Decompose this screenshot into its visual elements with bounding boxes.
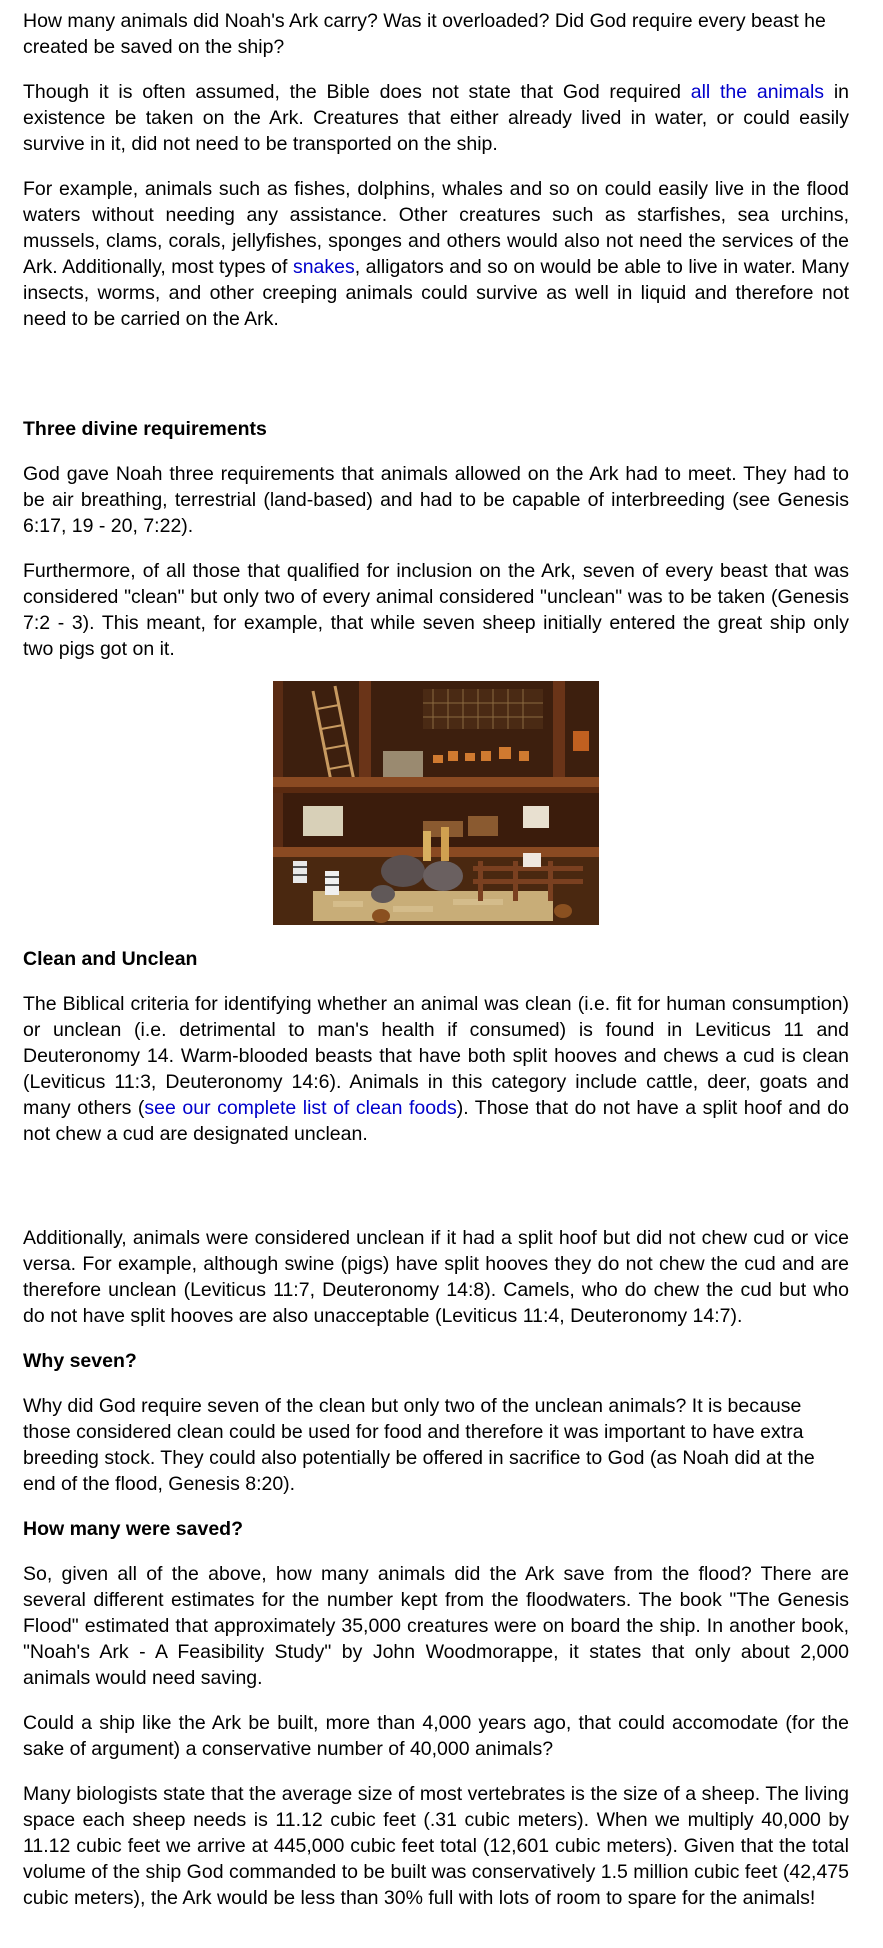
spacer [23, 1166, 849, 1225]
paragraph-split-hoof: Additionally, animals were considered unclean if it had a split hoof but did not chew cud or vice versa. For example, although swine (pigs) have split hooves they do not chew the cud and are therefore unclean (Leviticus 11:7, Deuteronomy 14:8). Camels, who do chew the cud but who do not have split hooves are also unacceptable (Leviticus 11:4, Deuteronomy 14:7). [23, 1227, 849, 1327]
heading-how-many-saved: How many were saved? [23, 1518, 244, 1540]
paragraph-text: , alligators and so on would be able to live in water. Many insects, worms, and other creeping animals could survive as well in liquid and therefore not need to be carried on the Ark. [23, 256, 849, 330]
paragraph-text: The Biblical criteria for identifying whether an animal was clean (i.e. fit for human consumption) or unclean (i.e. detrimental to man's health if consumed) is found in Leviticus 11 and Deuteronomy 14. Warm-blooded beasts that have both split hooves and chews a cud is clean (Leviticus 11:3, Deuteronomy 14:6). Animals in this category include cattle, deer, goats and many others ( [23, 993, 849, 1119]
clean-foods-list-link[interactable]: see our complete list of clean foods [144, 1097, 457, 1119]
ark-model-photo [273, 681, 599, 925]
all-the-animals-link[interactable]: all the animals [690, 81, 825, 103]
heading-three-divine-requirements: Three divine requirements [23, 418, 267, 440]
figure-container [23, 681, 849, 925]
heading-clean-and-unclean: Clean and Unclean [23, 948, 198, 970]
intro-paragraph: How many animals did Noah's Ark carry? Was it overloaded? Did God require every beast he created be saved on the ship? [23, 10, 826, 58]
paragraph-not-all-animals [23, 79, 849, 157]
paragraph-text: ). Those that do not have a split hoof and do not chew a cud are designated unclean. [23, 1097, 849, 1145]
ark-model-illustration [273, 681, 599, 925]
paragraph-seven-and-two: Furthermore, of all those that qualified for inclusion on the Ark, seven of every beast that was considered "clean" but only two of every animal considered "unclean" was to be taken (Genesis 7:2 - 3). This meant, for example, that while seven sheep initially entered the great ship only two pigs got on it. [23, 560, 849, 660]
paragraph-water-animals [23, 176, 849, 332]
paragraph-text: For example, animals such as fishes, dolphins, whales and so on could easily live in the flood waters without needing any assistance. Other creatures such as starfishes, sea urchins, mussels, clams, corals, jellyfishes, sponges and others would also not need the services of the Ark. Additionally, most types of [23, 178, 849, 278]
paragraph-could-a-ship: Could a ship like the Ark be built, more than 4,000 years ago, that could accomodate (for the sake of argument) a conservative number of 40,000 animals? [23, 1712, 849, 1760]
paragraph-why-seven: Why did God require seven of the clean but only two of the unclean animals? It is because those considered clean could be used for food and therefore it was important to have extra breeding stock. They could also potentially be offered in sacrifice to God (as Noah did at the end of the flood, Genesis 8:20). [23, 1395, 815, 1495]
spacer [23, 351, 849, 416]
paragraph-biblical-criteria [23, 991, 849, 1147]
article [23, 0, 849, 1911]
paragraph-requirements: God gave Noah three requirements that animals allowed on the Ark had to meet. They had to be air breathing, terrestrial (land-based) and had to be capable of interbreeding (see Genesis 6:17, 19 - 20, 7:22). [23, 463, 849, 537]
paragraph-text: Though it is often assumed, the Bible does not state that God required [23, 81, 691, 103]
paragraph-estimates: So, given all of the above, how many animals did the Ark save from the flood? There are several different estimates for the number kept from the floodwaters. The book "The Genesis Flood" estimated that approximately 35,000 creatures were on board the ship. In another book, "Noah's Ark - A Feasibility Study" by John Woodmorappe, it states that only about 2,000 animals would need saving. [23, 1563, 849, 1689]
heading-why-seven: Why seven? [23, 1350, 137, 1372]
paragraph-sheep-size: Many biologists state that the average size of most vertebrates is the size of a sheep. The living space each sheep needs is 11.12 cubic feet (.31 cubic meters). When we multiply 40,000 by 11.12 cubic feet we arrive at 445,000 cubic feet total (12,601 cubic meters). Given that the total volume of the ship God commanded to be built was conservatively 1.5 million cubic feet (42,475 cubic meters), the Ark would be less than 30% full with lots of room to spare for the animals! [23, 1783, 849, 1909]
snakes-link[interactable]: snakes [292, 256, 355, 278]
paragraph-text: in existence be taken on the Ark. Creatures that either already lived in water, or could easily survive in it, did not need to be transported on the ship. [23, 81, 849, 155]
